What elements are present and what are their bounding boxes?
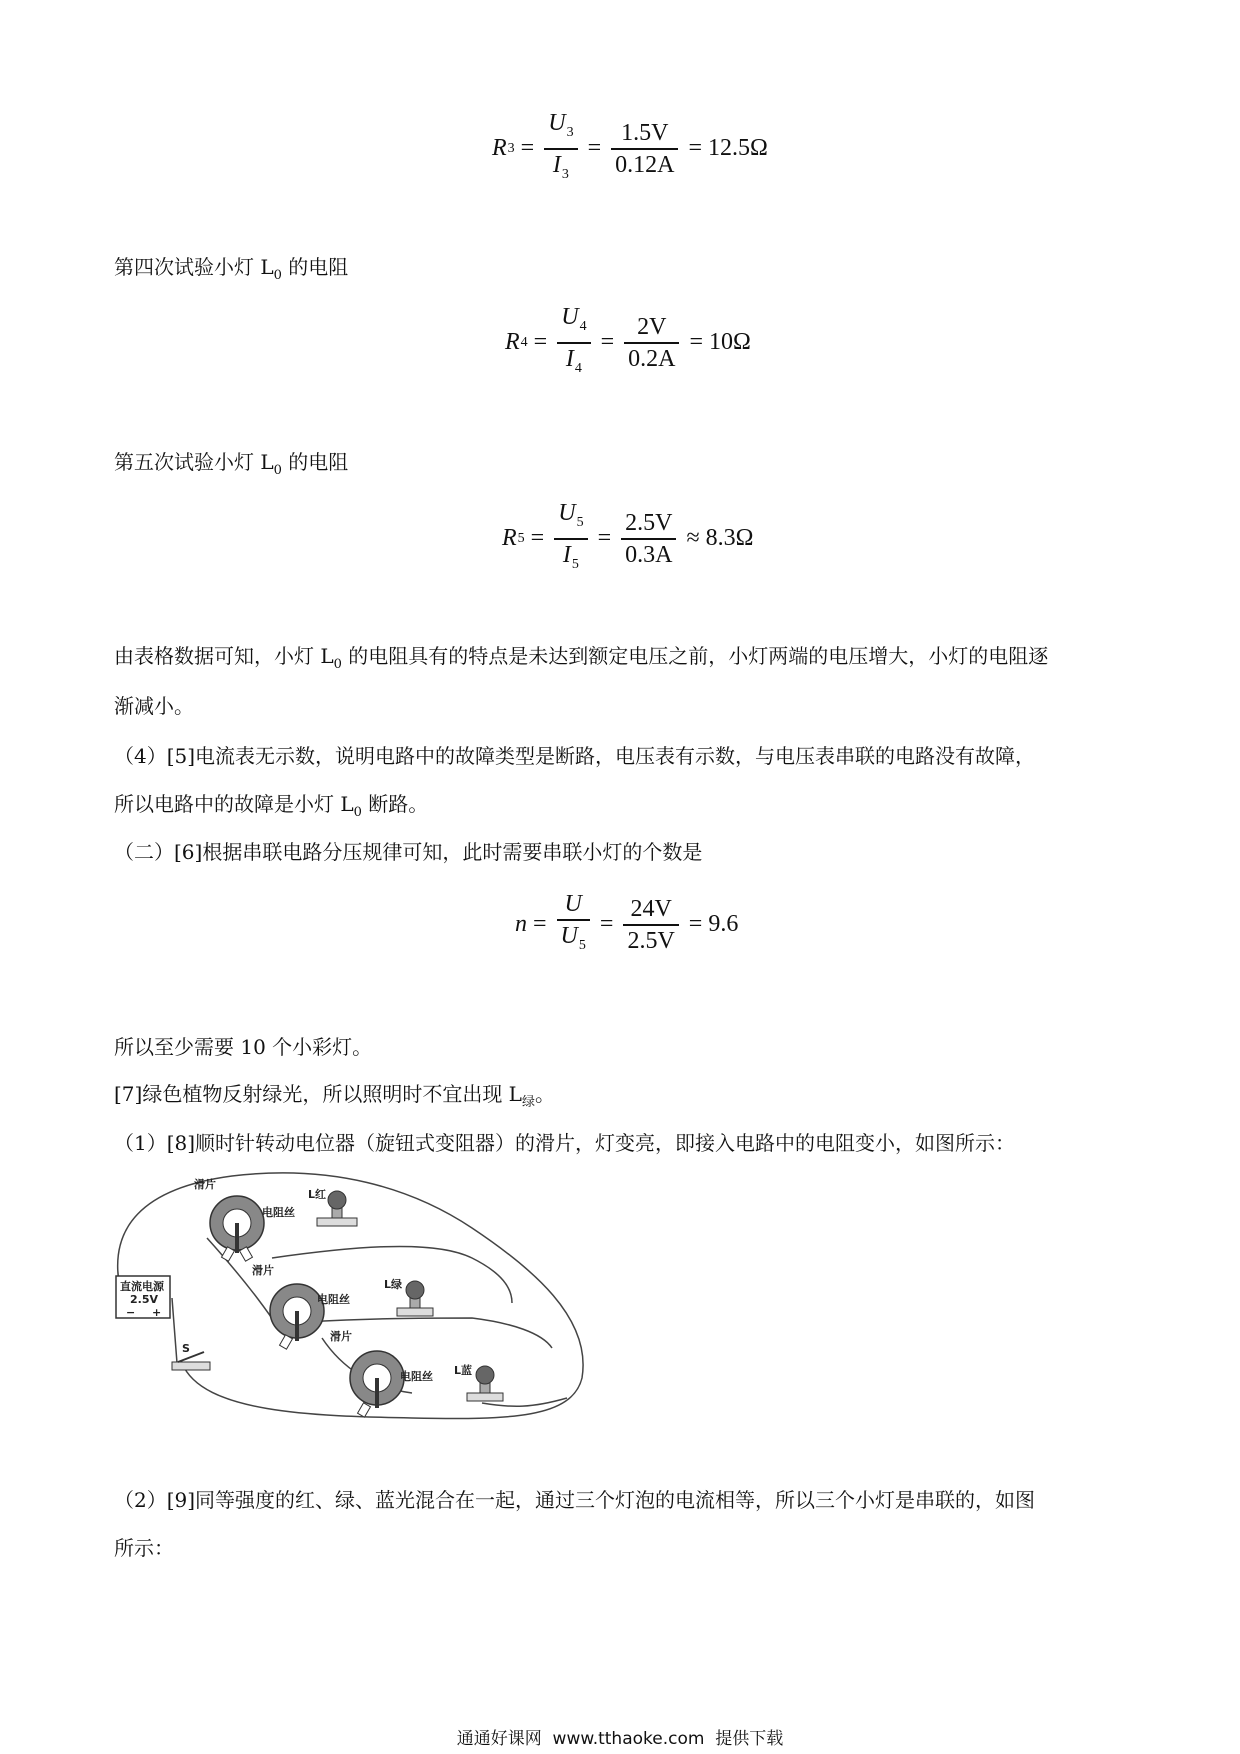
formula-sub: 3 (561, 166, 569, 182)
paragraph-question-9-cont (114, 1536, 174, 1560)
subscript: 0 (333, 657, 342, 672)
text: 。 (534, 1082, 555, 1106)
formula-relation: = (689, 329, 703, 356)
numerator-value: 2V (637, 314, 667, 340)
formula-r4: R 4 = $\frac{U_4}{I_4}$ = $\frac{2V}{0.2A}$ = 10Ω (505, 304, 751, 376)
formula-relation: = (688, 911, 703, 938)
formula-sub: 5 (571, 556, 579, 572)
switch-label: S (182, 1342, 190, 1355)
numerator-value: 2.5V (625, 510, 673, 536)
paragraph-fourth-trial (114, 255, 348, 288)
formula-lhs: R (502, 525, 517, 552)
paragraph-min-lamps (114, 1035, 372, 1059)
wire-label: 电阻丝 (400, 1370, 433, 1383)
formula-sub: 3 (507, 140, 515, 156)
circuit-diagram (112, 1168, 584, 1424)
lamp-blue (454, 1363, 503, 1401)
power-plus: + (152, 1306, 162, 1319)
paragraph-question-4 (114, 744, 1035, 768)
formula-lhs: R (505, 329, 520, 356)
lamp-red-label: L红 (308, 1188, 327, 1201)
paragraph-table-conclusion (114, 644, 1048, 677)
text: 渐减小。 (114, 694, 194, 718)
numerator-var: U (564, 891, 582, 917)
formula-lhs: n (515, 911, 527, 938)
text: 的电阻具有的特点是未达到额定电压之前，小灯两端的电压增大，小灯的电阻逐 (341, 644, 1049, 668)
paragraph-question-8 (114, 1131, 1015, 1155)
formula-sub: 3 (566, 125, 574, 140)
formula-result: 9.6 (708, 911, 739, 938)
paragraph-question-6 (114, 840, 702, 864)
paragraph-table-conclusion-cont (114, 694, 194, 718)
denominator-value: 0.2A (628, 345, 676, 372)
subscript: 0 (273, 463, 282, 478)
slider-label: 滑片 (252, 1264, 274, 1277)
potentiometer-1 (194, 1177, 295, 1261)
wire-label: 电阻丝 (262, 1206, 295, 1219)
power-supply (116, 1276, 170, 1319)
formula-sub: 5 (576, 515, 584, 530)
text: （1）[8]顺时针转动电位器（旋钮式变阻器）的滑片，灯变亮，即接入电路中的电阻变小，如图所示： (114, 1131, 1016, 1155)
lamp-blue-label: L蓝 (454, 1364, 473, 1377)
text: 所示： (114, 1536, 174, 1560)
text: 的电阻 (281, 450, 349, 474)
paragraph-question-4-cont (114, 792, 428, 825)
subscript: 0 (273, 268, 282, 283)
formula-sub: 4 (520, 334, 528, 350)
formula-lhs: R (492, 135, 507, 162)
formula-r3: R 3 = $\frac{U_3}{I_3}$ = $\frac{1.5V}{0.12A}$ = 12.5Ω (492, 110, 768, 182)
paragraph-question-7 (114, 1082, 555, 1115)
denominator-var: I (562, 541, 571, 568)
slider-label: 滑片 (194, 1178, 216, 1191)
denominator-var: U (560, 922, 578, 949)
denominator-value: 0.12A (615, 151, 675, 178)
subscript: 绿 (521, 1095, 535, 1110)
denominator-var: I (552, 151, 561, 178)
formula-relation: ≈ (686, 525, 700, 552)
switch (172, 1342, 210, 1370)
wire-label: 电阻丝 (317, 1293, 350, 1306)
text: 所以电路中的故障是小灯 L (114, 792, 354, 816)
text: （2）[9]同等强度的红、绿、蓝光混合在一起，通过三个灯泡的电流相等，所以三个小灯是串联的，如图 (114, 1488, 1036, 1512)
lamp-green (384, 1277, 433, 1316)
paragraph-fifth-trial (114, 450, 348, 483)
denominator-value: 2.5V (627, 927, 675, 954)
text: 第四次试验小灯 L (114, 255, 274, 279)
power-voltage: 2.5V (130, 1293, 158, 1306)
formula-result: 8.3Ω (705, 525, 754, 552)
formula-n: n = $\frac{U}{U_5}$ = $\frac{24V}{2.5V}$ = 9.6 (515, 891, 739, 954)
lamp-red (308, 1187, 357, 1226)
formula-result: 12.5Ω (708, 135, 768, 162)
text: 断路。 (361, 792, 429, 816)
potentiometer-3 (330, 1329, 433, 1417)
numerator-var: U (561, 304, 579, 330)
power-minus: − (126, 1306, 136, 1319)
page-footer: 通通好课网 www.tthaoke.com 提供下载 (456, 1729, 784, 1749)
numerator-var: U (558, 500, 576, 526)
text: （二）[6]根据串联电路分压规律可知，此时需要串联小灯的个数是 (114, 840, 703, 864)
slider-label: 滑片 (330, 1330, 352, 1343)
numerator-var: U (548, 110, 566, 136)
text: 由表格数据可知，小灯 L (114, 644, 334, 668)
denominator-var: I (565, 345, 574, 372)
numerator-value: 24V (630, 896, 672, 922)
formula-sub: 4 (579, 319, 587, 334)
formula-sub: 5 (517, 530, 525, 546)
formula-sub: 4 (574, 360, 582, 376)
numerator-value: 1.5V (621, 120, 669, 146)
formula-sub: 5 (578, 937, 586, 953)
text: 的电阻 (281, 255, 349, 279)
denominator-value: 0.3A (625, 541, 673, 568)
text: 第五次试验小灯 L (114, 450, 274, 474)
text: [7]绿色植物反射绿光，所以照明时不宜出现 L (114, 1082, 522, 1106)
text: 所以至少需要 10 个小彩灯。 (114, 1035, 373, 1059)
power-title: 直流电源 (120, 1280, 164, 1293)
text: （4）[5]电流表无示数，说明电路中的故障类型是断路，电压表有示数，与电压表串联的电路没有故障， (114, 744, 1036, 768)
formula-result: 10Ω (709, 329, 751, 356)
lamp-green-label: L绿 (384, 1278, 403, 1291)
formula-r5: R 5 = $\frac{U_5}{I_5}$ = $\frac{2.5V}{0.3A}$ ≈ 8.3Ω (502, 500, 754, 572)
formula-relation: = (688, 135, 702, 162)
subscript: 0 (353, 805, 362, 820)
paragraph-question-9 (114, 1488, 1035, 1512)
